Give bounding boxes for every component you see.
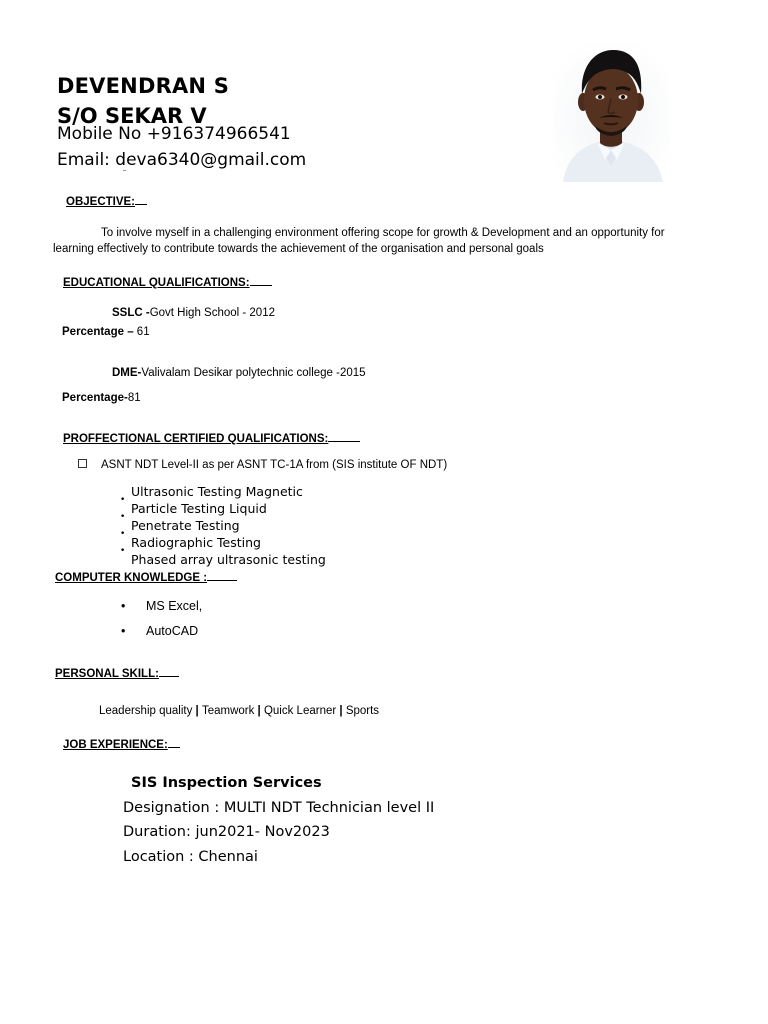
dme-label: DME- xyxy=(112,367,142,379)
sslc-percentage xyxy=(62,326,150,338)
objective-text xyxy=(53,225,713,257)
education-heading: EDUCATIONAL QUALIFICATIONS: xyxy=(63,274,272,289)
sslc-label: SSLC - xyxy=(112,307,150,319)
bullet-icon: • xyxy=(120,512,126,522)
objective-line-2: learning effectively to contribute towards the achievement of the organisation and personal goals xyxy=(53,243,544,255)
job-location: Location : Chennai xyxy=(123,849,258,865)
certification-main-text: ASNT NDT Level-II as per ASNT TC-1A from (SIS institute OF NDT) xyxy=(101,459,448,471)
mobile-number: Mobile No +916374966541 xyxy=(57,124,291,144)
sslc-value: Govt High School - 2012 xyxy=(149,307,275,319)
objective-line-1: To involve myself in a challenging environment offering scope for growth & Development and an opportunity for xyxy=(101,227,665,239)
list-item: • MS Excel, xyxy=(121,599,203,613)
bullet-icon: • xyxy=(120,546,126,556)
dme-value: Valivalam Desikar polytechnic college -2015 xyxy=(141,367,366,379)
checkbox-icon xyxy=(78,459,87,468)
bullet-icon: • xyxy=(121,624,126,638)
dme-percentage-value: 81 xyxy=(127,392,141,404)
skills-line xyxy=(99,705,379,717)
list-item: • AutoCAD xyxy=(121,624,199,638)
list-item: • Penetrate Testing xyxy=(120,517,326,534)
bullet-icon: • xyxy=(120,529,126,539)
skill-separator: | xyxy=(254,705,264,717)
personal-skill-heading: PERSONAL SKILL: xyxy=(55,665,179,680)
candidate-name: DEVENDRAN S xyxy=(57,74,230,98)
computer-knowledge-heading: COMPUTER KNOWLEDGE : xyxy=(55,569,237,584)
dme-percentage xyxy=(62,392,141,404)
job-designation: Designation : MULTI NDT Technician level II xyxy=(123,800,435,816)
skill-item: Teamwork xyxy=(201,705,255,717)
ndt-method-list xyxy=(120,483,326,568)
objective-heading: OBJECTIVE: xyxy=(66,193,147,208)
certifications-heading: PROFFECTIONAL CERTIFIED QUALIFICATIONS: xyxy=(63,430,360,445)
skill-separator: | xyxy=(336,705,346,717)
email-address: Email: deva6340@gmail.com xyxy=(57,150,307,170)
bullet-icon: • xyxy=(121,599,126,613)
dme-entry xyxy=(112,367,366,379)
dme-percentage-label: Percentage- xyxy=(62,392,128,404)
sslc-entry xyxy=(112,307,275,319)
skill-item: Sports xyxy=(345,705,380,717)
bullet-icon: • xyxy=(120,495,126,505)
company-name: SIS Inspection Services xyxy=(131,775,322,791)
job-duration: Duration: jun2021- Nov2023 xyxy=(123,824,330,840)
profile-photo xyxy=(553,42,671,182)
stray-mark xyxy=(123,170,126,171)
skill-item: Quick Learner xyxy=(263,705,337,717)
sslc-percentage-value: 61 xyxy=(136,326,150,338)
list-item: • Ultrasonic Testing Magnetic xyxy=(120,483,326,500)
skill-separator: | xyxy=(192,705,202,717)
sslc-percentage-label: Percentage – xyxy=(62,326,137,338)
list-item: • Radiographic Testing xyxy=(120,534,326,551)
skill-item: Leadership quality xyxy=(99,705,193,717)
list-item: • Particle Testing Liquid xyxy=(120,500,326,517)
certification-main xyxy=(78,459,447,471)
father-name: S/O SEKAR V xyxy=(57,104,207,128)
job-experience-heading: JOB EXPERIENCE: xyxy=(63,736,180,751)
list-item: Phased array ultrasonic testing xyxy=(131,552,326,567)
